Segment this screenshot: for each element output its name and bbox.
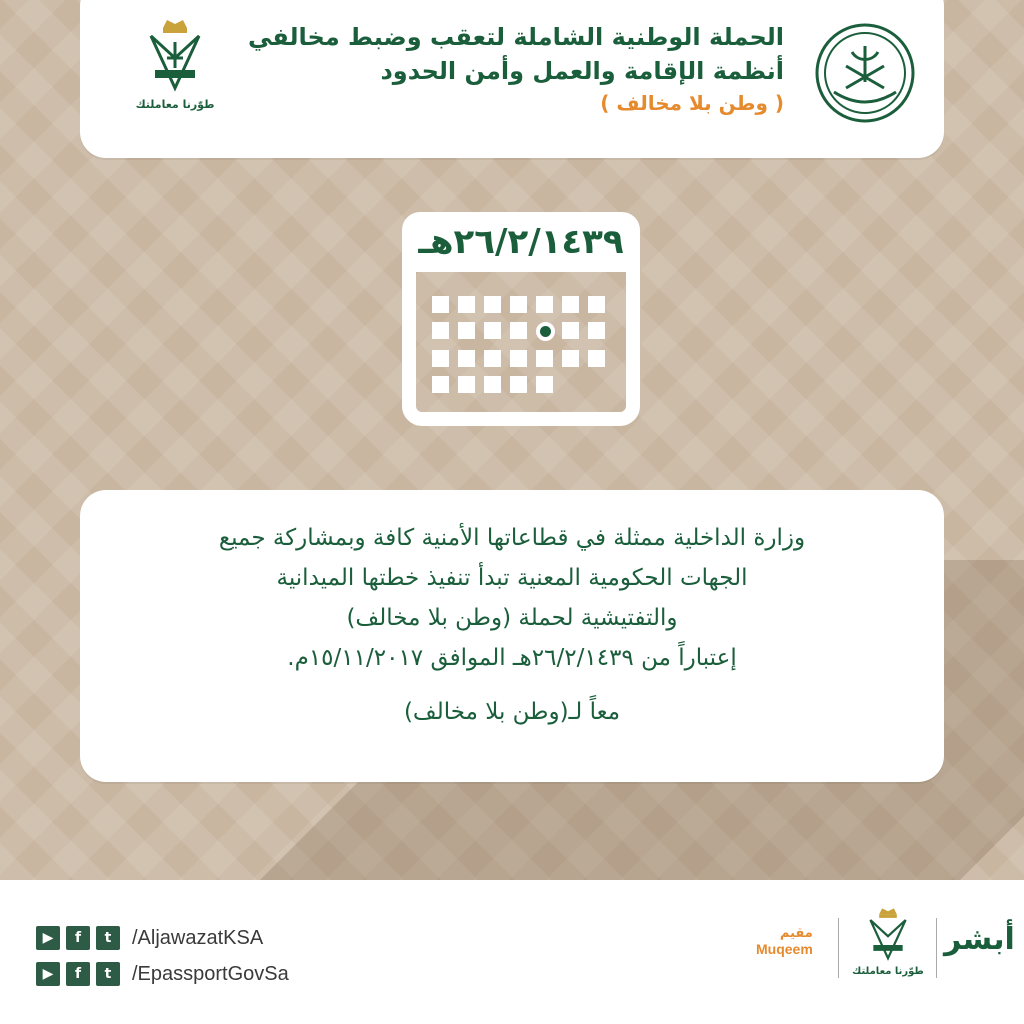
announcement-card — [80, 490, 944, 782]
social-handle-epassport[interactable]: /EpassportGovSa — [132, 962, 289, 985]
muqeem-arabic: مقيم — [779, 926, 813, 941]
facebook-icon[interactable]: f — [66, 926, 90, 950]
calendar-empty-slot — [588, 376, 605, 393]
youtube-icon[interactable]: ▶ — [36, 926, 60, 950]
calendar-day — [484, 376, 501, 393]
social-handle-aljawazat[interactable]: /AljawazatKSA — [132, 926, 264, 949]
announcement-text — [110, 518, 914, 732]
calendar-day — [536, 376, 553, 393]
calendar-day — [536, 350, 553, 367]
footer-divider — [936, 918, 937, 978]
campaign-slogan: ( وطن بلا مخالف ) — [600, 91, 784, 115]
calendar-day — [458, 376, 475, 393]
muqeem-logo — [756, 926, 813, 957]
youtube-icon[interactable]: ▶ — [36, 962, 60, 986]
absher-logo: أبشر — [944, 922, 1015, 957]
calendar-day — [588, 322, 605, 339]
calendar-day — [510, 296, 527, 313]
calendar-day — [588, 296, 605, 313]
social-row-aljawazat — [36, 926, 263, 950]
announcement-line-4: إعتباراً من ٢٦/٢/١٤٣٩هـ الموافق ١٥/١١/٢٠١٧م. — [287, 645, 737, 671]
title-line-1: الحملة الوطنية الشاملة لتعقب وضبط مخالفي — [247, 23, 784, 51]
calendar-day — [484, 350, 501, 367]
calendar-day — [484, 296, 501, 313]
calendar-day — [588, 350, 605, 367]
calendar-day — [562, 296, 579, 313]
calendar-day — [562, 322, 579, 339]
jawazat-emblem-icon — [145, 18, 205, 92]
calendar-day — [510, 350, 527, 367]
jawazat-logo — [120, 18, 230, 118]
twitter-icon[interactable]: t — [96, 962, 120, 986]
calendar-day — [536, 296, 553, 313]
calendar-day — [432, 296, 449, 313]
calendar-day — [432, 322, 449, 339]
footer-jawazat-logo — [848, 906, 928, 977]
calendar-empty-slot — [562, 376, 579, 393]
calendar-day — [458, 296, 475, 313]
highlighted-date-icon — [536, 322, 555, 341]
calendar-date: ٢٦/٢/١٤٣٩هـ — [402, 212, 640, 272]
calendar-day — [510, 376, 527, 393]
closing-slogan: معاً لـ(وطن بلا مخالف) — [403, 699, 621, 725]
calendar-grid — [432, 296, 612, 393]
header-card — [80, 0, 944, 158]
campaign-title — [224, 20, 784, 118]
calendar-day — [432, 376, 449, 393]
calendar-day — [484, 322, 501, 339]
calendar-day — [510, 322, 527, 339]
twitter-icon[interactable]: t — [96, 926, 120, 950]
ministry-of-interior-logo-icon — [814, 22, 916, 124]
muqeem-english: Muqeem — [756, 941, 813, 957]
announcement-line-3: والتفتيشية لحملة (وطن بلا مخالف) — [346, 605, 678, 631]
calendar-day — [432, 350, 449, 367]
footer-divider — [838, 918, 839, 978]
facebook-icon[interactable]: f — [66, 962, 90, 986]
footer-jawazat-caption: طوّرنا معاملتك — [852, 966, 924, 977]
calendar-day — [458, 322, 475, 339]
jawazat-caption: طوّرنا معاملتك — [135, 98, 215, 111]
calendar-day — [562, 350, 579, 367]
social-row-epassport — [36, 962, 289, 986]
announcement-line-1: وزارة الداخلية ممثلة في قطاعاتها الأمنية كافة وبمشاركة جميع — [218, 525, 806, 551]
jawazat-emblem-icon — [866, 906, 910, 962]
announcement-line-2: الجهات الحكومية المعنية تبدأ تنفيذ خطتها الميدانية — [276, 565, 748, 591]
calendar-day — [458, 350, 475, 367]
title-line-2: أنظمة الإقامة والعمل وأمن الحدود — [380, 57, 784, 85]
